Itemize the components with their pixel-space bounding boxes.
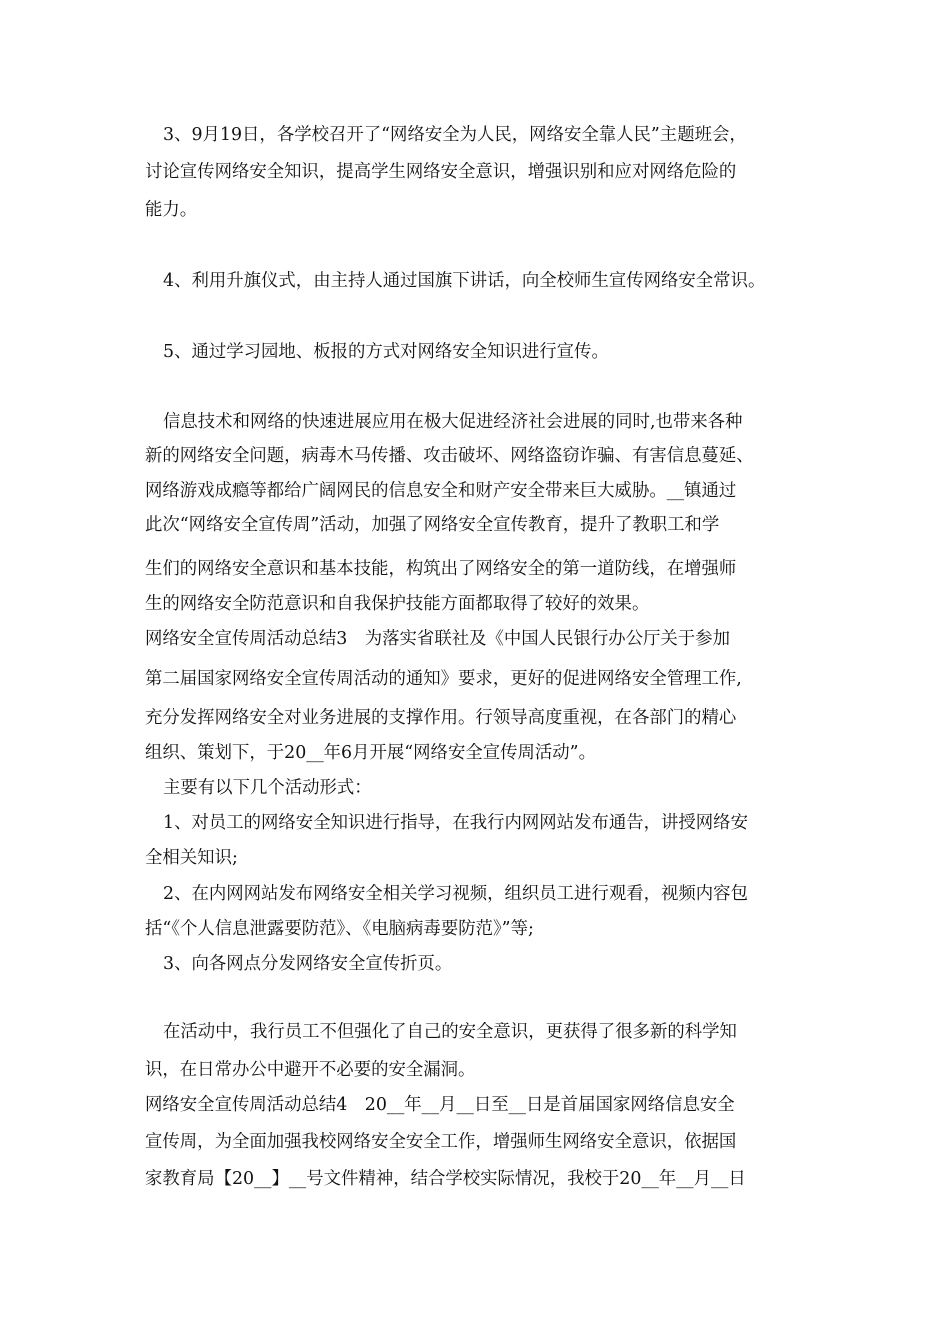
text-line: 主要有以下几个活动形式： xyxy=(163,778,372,798)
section-heading-line: 网络安全宣传周活动总结4 20__年__月__日至__日是首届国家网络信息安全 xyxy=(145,1095,735,1115)
text-line: 信息技术和网络的快速进展应用在极大促进经济社会进展的同时,也带来各种 xyxy=(163,412,743,432)
text-line: 在活动中，我行员工不但强化了自己的安全意识，更获得了很多新的科学知 xyxy=(163,1022,737,1042)
text-line: 讨论宣传网络安全知识，提高学生网络安全意识，增强识别和应对网络危险的 xyxy=(145,162,737,182)
text-line: 新的网络安全问题，病毒木马传播、攻击破坏、网络盗窃诈骗、有害信息蔓延、 xyxy=(145,446,754,466)
text-line: 网络游戏成瘾等都给广阔网民的信息安全和财产安全带来巨大威胁。__镇通过 xyxy=(145,481,737,501)
text-line: 第二届国家网络安全宣传周活动的通知》要求，更好的促进网络安全管理工作, xyxy=(145,669,742,689)
text-line: 生的网络安全防范意识和自我保护技能方面都取得了较好的效果。 xyxy=(145,594,650,614)
text-line: 括“《个人信息泄露要防范》、《电脑病毒要防范》”等; xyxy=(145,919,534,939)
text-line: 2、在内网网站发布网络安全相关学习视频，组织员工进行观看，视频内容包 xyxy=(163,884,748,904)
text-line: 组织、策划下，于20__年6月开展“网络安全宣传周活动”。 xyxy=(145,743,596,763)
text-line: 5、通过学习园地、板报的方式对网络安全知识进行宣传。 xyxy=(163,342,609,362)
text-line: 充分发挥网络安全对业务进展的支撑作用。行领导高度重视，在各部门的精心 xyxy=(145,708,737,728)
section-heading-line: 网络安全宣传周活动总结3 为落实省联社及《中国人民银行办公厅关于参加 xyxy=(145,629,730,649)
text-line: 3、向各网点分发网络安全宣传折页。 xyxy=(163,954,453,974)
text-line: 能力。 xyxy=(145,200,198,220)
text-line: 4、利用升旗仪式，由主持人通过国旗下讲话，向全校师生宣传网络安全常识。 xyxy=(163,271,766,291)
text-line: 全相关知识; xyxy=(145,848,238,868)
text-line: 宣传周，为全面加强我校网络安全安全工作，增强师生网络安全意识，依据国 xyxy=(145,1132,737,1152)
text-line: 生们的网络安全意识和基本技能，构筑出了网络安全的第一道防线，在增强师 xyxy=(145,559,737,579)
text-line: 3、9月19日，各学校召开了“网络安全为人民，网络安全靠人民”主题班会， xyxy=(163,125,747,145)
text-line: 1、对员工的网络安全知识进行指导，在我行内网网站发布通告，讲授网络安 xyxy=(163,813,748,833)
text-line: 此次“网络安全宣传周”活动，加强了网络安全宣传教育，提升了教职工和学 xyxy=(145,515,720,535)
text-line: 家教育局【20__】__号文件精神，结合学校实际情况，我校于20__年__月__日 xyxy=(145,1169,746,1189)
text-line: 识，在日常办公中避开不必要的安全漏洞。 xyxy=(145,1060,476,1080)
